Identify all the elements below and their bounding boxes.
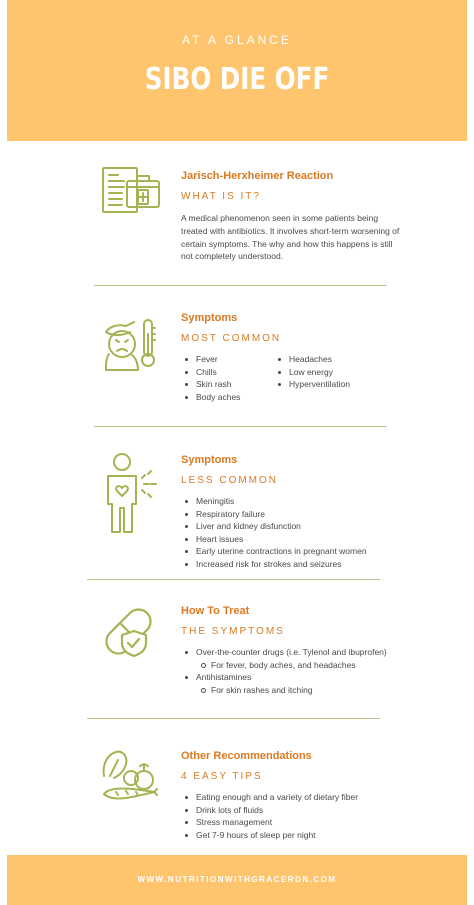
symptom-list [181,495,404,571]
treatment-sublist [181,659,404,672]
list-item: Liver and kidney disfunction [181,520,404,533]
section-subtitle: LESS COMMON [181,475,279,486]
website-link[interactable]: WWW.NUTRITIONWITHGRACERDN.COM [137,875,337,884]
section-title: Other Recommendations [181,750,312,762]
page-title: SIBO DIE OFF [144,62,330,97]
section-subtitle: WHAT IS IT? [181,191,261,202]
capsule-shield-icon [100,603,156,659]
list-item: Headaches [274,353,350,366]
section-title: Symptoms [181,454,238,466]
divider [94,285,387,286]
divider [94,426,387,427]
list-item: Meningitis [181,495,404,508]
medical-kit-document-icon [100,165,164,229]
list-item: Increased risk for strokes and seizures [181,558,404,571]
list-item: Stress management [181,816,404,829]
fever-thermometer-icon [100,310,164,374]
section-subtitle: 4 EASY TIPS [181,771,263,782]
section-title: How To Treat [181,605,250,617]
list-item: Over-the-counter drugs (i.e. Tylenol and ibuprofen) [181,646,404,659]
list-subitem: For fever, body aches, and headaches [181,659,404,672]
treatment-list [181,646,404,659]
symptom-list-right [274,353,350,403]
list-item: Skin rash [181,378,274,391]
symptom-list-left [181,353,274,403]
header-eyebrow: AT A GLANCE [182,33,292,47]
vegetables-icon [100,746,158,802]
list-item: Hyperventilation [274,378,350,391]
list-item: Early uterine contractions in pregnant women [181,545,404,558]
divider [87,718,380,719]
section-paragraph: A medical phenomenon seen in some patients being treated with antibiotics. It involves short-term worsening of certain symptoms. The why and how this happens is still not completely understood. [181,213,400,262]
section-subtitle: THE SYMPTOMS [181,626,285,637]
person-heart-icon [98,452,162,534]
divider [87,579,380,580]
list-item: Antihistamines [181,671,404,684]
section-title: Jarisch-Herxheimer Reaction [181,170,334,182]
list-subitem: For skin rashes and itching [181,684,404,697]
section-title: Symptoms [181,312,238,324]
treatment-list [181,671,404,684]
list-item: Eating enough and a variety of dietary fiber [181,791,404,804]
header-banner [7,0,467,141]
list-item: Respiratory failure [181,508,404,521]
footer-banner [7,855,467,905]
section-subtitle: MOST COMMON [181,333,282,344]
list-item: Low energy [274,366,350,379]
tips-list [181,791,404,841]
treatment-sublist [181,684,404,697]
list-item: Get 7-9 hours of sleep per night [181,829,404,842]
symptom-columns [181,353,404,403]
list-item: Fever [181,353,274,366]
list-item: Chills [181,366,274,379]
list-item: Heart issues [181,533,404,546]
list-item: Drink lots of fluids [181,804,404,817]
list-item: Body aches [181,391,274,404]
